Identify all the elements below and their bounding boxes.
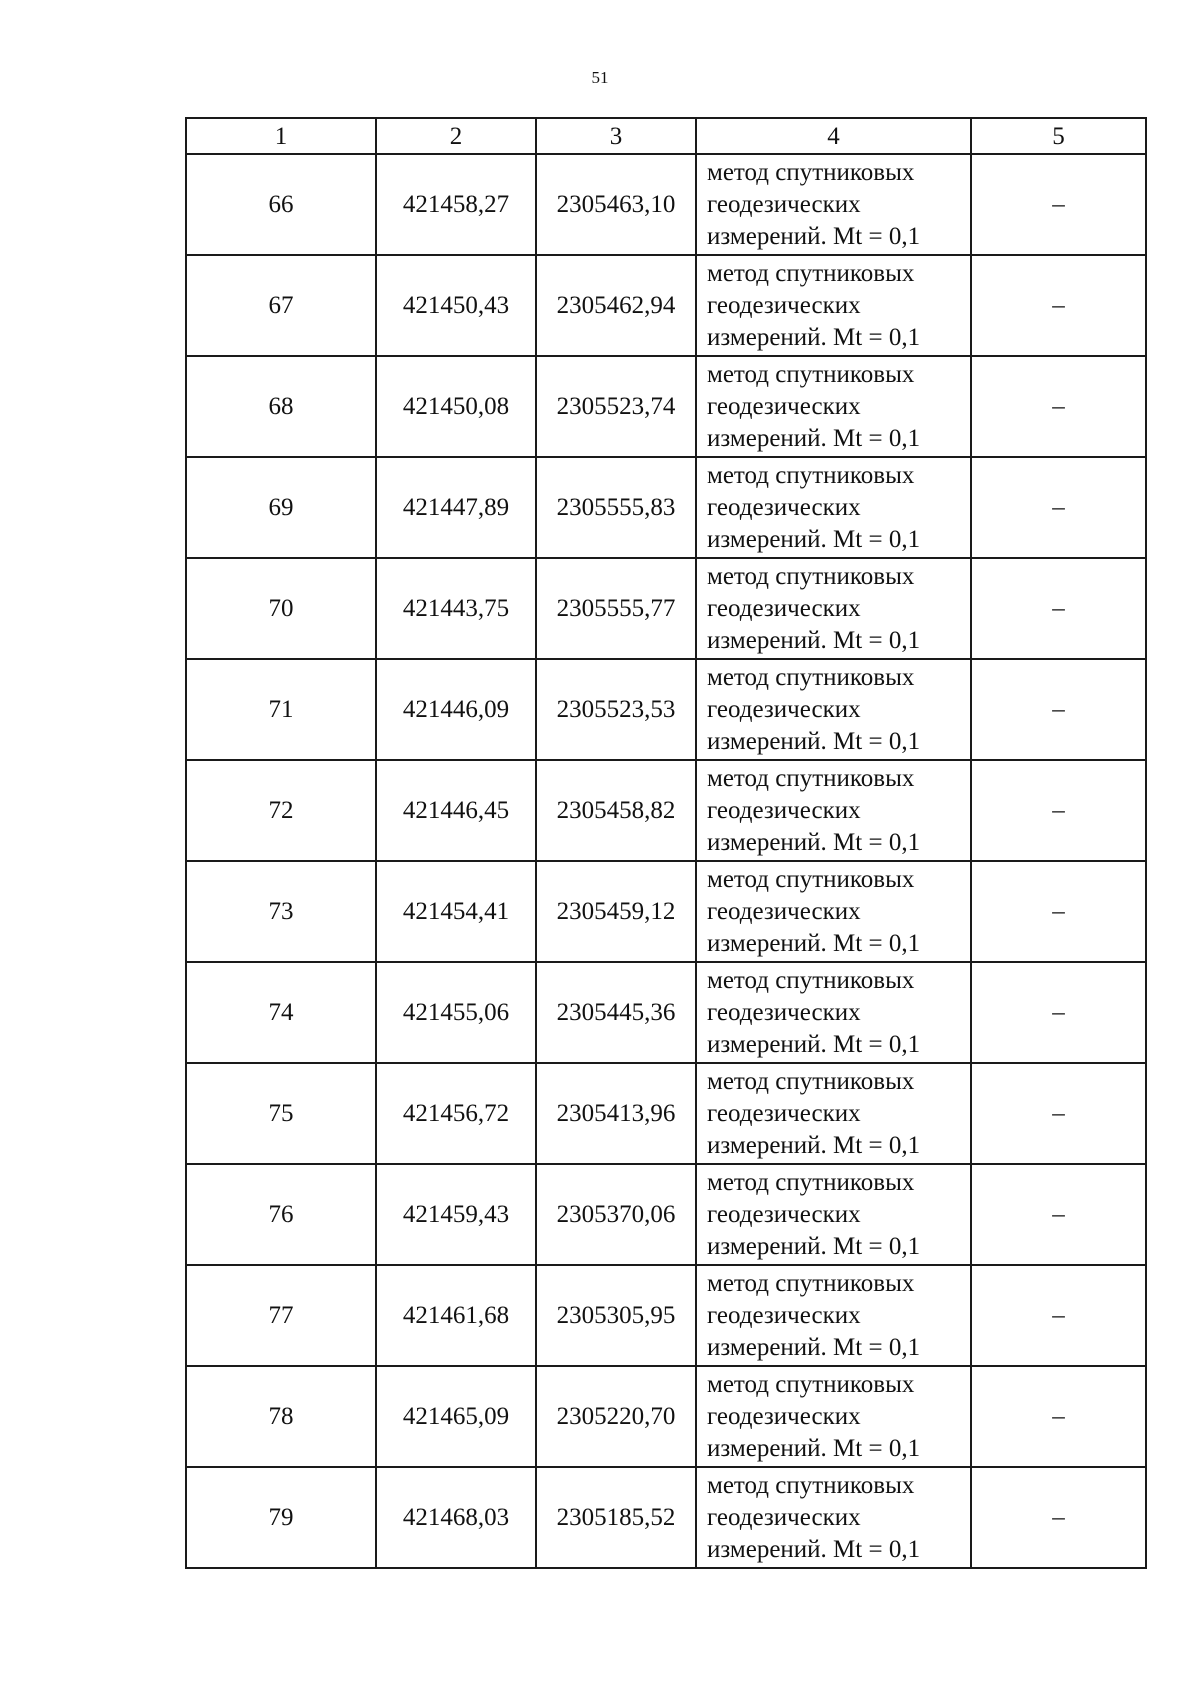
method-line: метод спутниковых (707, 461, 915, 489)
method-cell (696, 356, 971, 457)
coordinate-y-cell: 2305413,96 (536, 1063, 696, 1164)
point-number-cell: 75 (186, 1063, 376, 1164)
method-cell (696, 154, 971, 255)
note-cell: – (971, 1265, 1146, 1366)
table-row (186, 154, 1146, 255)
method-cell (696, 457, 971, 558)
method-line: метод спутниковых (707, 764, 915, 792)
method-line: метод спутниковых (707, 1370, 915, 1398)
coordinate-x-cell: 421443,75 (376, 558, 536, 659)
note-cell: – (971, 659, 1146, 760)
coordinate-x-cell: 421446,45 (376, 760, 536, 861)
coordinate-x-cell: 421459,43 (376, 1164, 536, 1265)
table-row (186, 1467, 1146, 1568)
method-line: измерений. Mt = 0,1 (707, 1434, 921, 1462)
point-number-cell: 69 (186, 457, 376, 558)
point-number-cell: 73 (186, 861, 376, 962)
coordinate-y-cell: 2305445,36 (536, 962, 696, 1063)
method-line: метод спутниковых (707, 259, 915, 287)
note-cell: – (971, 255, 1146, 356)
coordinate-y-cell: 2305459,12 (536, 861, 696, 962)
method-line: геодезических (707, 594, 861, 622)
method-line: измерений. Mt = 0,1 (707, 626, 921, 654)
method-line: метод спутниковых (707, 1269, 915, 1297)
coordinate-y-cell: 2305463,10 (536, 154, 696, 255)
header-col-5: 5 (971, 118, 1146, 154)
note-cell: – (971, 760, 1146, 861)
coordinate-y-cell: 2305185,52 (536, 1467, 696, 1568)
header-col-2: 2 (376, 118, 536, 154)
method-line: измерений. Mt = 0,1 (707, 323, 921, 351)
method-line: метод спутниковых (707, 966, 915, 994)
coordinate-x-cell: 421454,41 (376, 861, 536, 962)
method-line: измерений. Mt = 0,1 (707, 1333, 921, 1361)
method-line: геодезических (707, 1301, 861, 1329)
coordinate-x-cell: 421456,72 (376, 1063, 536, 1164)
method-line: метод спутниковых (707, 158, 915, 186)
method-line: измерений. Mt = 0,1 (707, 727, 921, 755)
note-cell: – (971, 558, 1146, 659)
method-cell (696, 861, 971, 962)
method-line: метод спутниковых (707, 1168, 915, 1196)
note-cell: – (971, 861, 1146, 962)
header-col-1: 1 (186, 118, 376, 154)
coordinate-y-cell: 2305555,83 (536, 457, 696, 558)
header-col-4: 4 (696, 118, 971, 154)
table-row (186, 1265, 1146, 1366)
method-line: геодезических (707, 1099, 861, 1127)
method-line: геодезических (707, 796, 861, 824)
table-row (186, 1063, 1146, 1164)
table-row (186, 760, 1146, 861)
note-cell: – (971, 457, 1146, 558)
note-cell: – (971, 1164, 1146, 1265)
method-line: геодезических (707, 493, 861, 521)
table-row (186, 1366, 1146, 1467)
coordinate-y-cell: 2305523,53 (536, 659, 696, 760)
table-row (186, 1164, 1146, 1265)
method-line: метод спутниковых (707, 360, 915, 388)
method-line: измерений. Mt = 0,1 (707, 525, 921, 553)
method-line: геодезических (707, 695, 861, 723)
table-row (186, 255, 1146, 356)
method-line: геодезических (707, 1503, 861, 1531)
point-number-cell: 71 (186, 659, 376, 760)
table-body (186, 154, 1146, 1568)
method-line: метод спутниковых (707, 1067, 915, 1095)
coordinate-x-cell: 421465,09 (376, 1366, 536, 1467)
coordinate-x-cell: 421458,27 (376, 154, 536, 255)
page-number: 51 (591, 68, 609, 87)
method-line: метод спутниковых (707, 562, 915, 590)
method-line: геодезических (707, 998, 861, 1026)
method-line: измерений. Mt = 0,1 (707, 222, 921, 250)
point-number-cell: 67 (186, 255, 376, 356)
method-line: измерений. Mt = 0,1 (707, 1030, 921, 1058)
note-cell: – (971, 1366, 1146, 1467)
coordinate-x-cell: 421446,09 (376, 659, 536, 760)
point-number-cell: 78 (186, 1366, 376, 1467)
method-line: геодезических (707, 897, 861, 925)
method-cell (696, 255, 971, 356)
point-number-cell: 66 (186, 154, 376, 255)
method-line: геодезических (707, 1402, 861, 1430)
coordinate-y-cell: 2305220,70 (536, 1366, 696, 1467)
table-row (186, 558, 1146, 659)
coordinate-x-cell: 421447,89 (376, 457, 536, 558)
coordinate-y-cell: 2305462,94 (536, 255, 696, 356)
table-row (186, 356, 1146, 457)
coordinate-x-cell: 421450,08 (376, 356, 536, 457)
point-number-cell: 68 (186, 356, 376, 457)
method-line: геодезических (707, 392, 861, 420)
coordinates-table (185, 117, 1147, 1569)
note-cell: – (971, 962, 1146, 1063)
header-col-3: 3 (536, 118, 696, 154)
note-cell: – (971, 1467, 1146, 1568)
method-cell (696, 1164, 971, 1265)
coordinate-x-cell: 421461,68 (376, 1265, 536, 1366)
method-line: измерений. Mt = 0,1 (707, 828, 921, 856)
point-number-cell: 77 (186, 1265, 376, 1366)
note-cell: – (971, 1063, 1146, 1164)
method-cell (696, 1366, 971, 1467)
point-number-cell: 79 (186, 1467, 376, 1568)
method-line: метод спутниковых (707, 865, 915, 893)
method-line: измерений. Mt = 0,1 (707, 1232, 921, 1260)
coordinate-y-cell: 2305305,95 (536, 1265, 696, 1366)
point-number-cell: 76 (186, 1164, 376, 1265)
method-cell (696, 962, 971, 1063)
method-line: измерений. Mt = 0,1 (707, 929, 921, 957)
method-line: геодезических (707, 1200, 861, 1228)
table-header (186, 118, 1146, 154)
coordinate-x-cell: 421450,43 (376, 255, 536, 356)
method-line: метод спутниковых (707, 663, 915, 691)
table-row (186, 659, 1146, 760)
method-cell (696, 1467, 971, 1568)
method-line: измерений. Mt = 0,1 (707, 424, 921, 452)
method-cell (696, 1265, 971, 1366)
method-cell (696, 558, 971, 659)
note-cell: – (971, 154, 1146, 255)
point-number-cell: 74 (186, 962, 376, 1063)
method-line: измерений. Mt = 0,1 (707, 1535, 921, 1563)
coordinate-y-cell: 2305370,06 (536, 1164, 696, 1265)
method-cell (696, 760, 971, 861)
coordinate-y-cell: 2305555,77 (536, 558, 696, 659)
table-row (186, 962, 1146, 1063)
coordinate-x-cell: 421468,03 (376, 1467, 536, 1568)
coordinate-y-cell: 2305458,82 (536, 760, 696, 861)
method-line: геодезических (707, 190, 861, 218)
method-line: измерений. Mt = 0,1 (707, 1131, 921, 1159)
method-line: метод спутниковых (707, 1471, 915, 1499)
point-number-cell: 70 (186, 558, 376, 659)
table-row (186, 861, 1146, 962)
point-number-cell: 72 (186, 760, 376, 861)
method-cell (696, 1063, 971, 1164)
note-cell: – (971, 356, 1146, 457)
method-line: геодезических (707, 291, 861, 319)
table-row (186, 457, 1146, 558)
coordinate-y-cell: 2305523,74 (536, 356, 696, 457)
header-row (186, 118, 1146, 154)
coordinate-x-cell: 421455,06 (376, 962, 536, 1063)
method-cell (696, 659, 971, 760)
